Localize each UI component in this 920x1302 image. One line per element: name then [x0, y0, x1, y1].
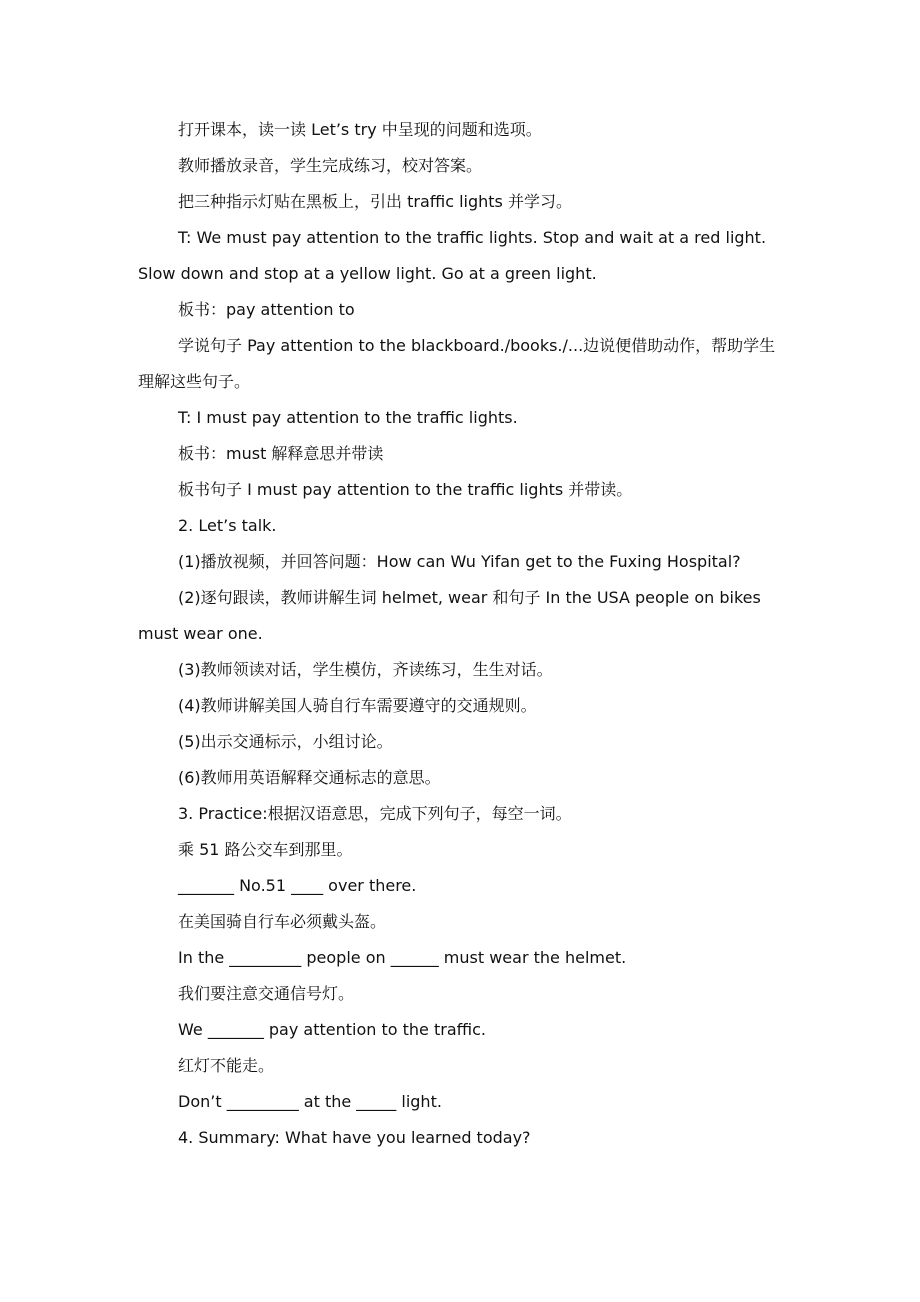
list-item-lead-reading: (3)教师领读对话，学生模仿，齐读练习，生生对话。 [178, 660, 553, 679]
document-body [138, 112, 788, 1156]
practice-prompt-bus: 乘 51 路公交车到那里。 [178, 840, 353, 859]
list-item-follow-reading: (2)逐句跟读，教师讲解生词 helmet, wear 和句子 In the USA people on bikes must wear one. [138, 588, 761, 643]
practice-prompt-helmet: 在美国骑自行车必须戴头盔。 [178, 912, 387, 931]
paragraph-board-pay-attention: 板书：pay attention to [178, 300, 355, 319]
list-item-explain-signs: (6)教师用英语解释交通标志的意思。 [178, 768, 441, 787]
section-heading-lets-talk: 2. Let’s talk. [178, 516, 277, 535]
practice-blank-bus: _______ No.51 ____ over there. [178, 876, 417, 895]
section-heading-practice: 3. Practice:根据汉语意思，完成下列句子，每空一词。 [178, 804, 572, 823]
paragraph-board-must: 板书：must 解释意思并带读 [178, 444, 384, 463]
practice-prompt-traffic-lights: 我们要注意交通信号灯。 [178, 984, 355, 1003]
paragraph-board-sentence: 板书句子 I must pay attention to the traffic lights 并带读。 [178, 480, 633, 499]
paragraph-learn-sentences: 学说句子 Pay attention to the blackboard./books./...边说便借助动作，帮助学生理解这些句子。 [138, 336, 776, 391]
practice-blank-helmet: In the _________ people on ______ must wear the helmet. [178, 948, 627, 967]
practice-prompt-red-light: 红灯不能走。 [178, 1056, 275, 1075]
practice-blank-traffic-lights: We _______ pay attention to the traffic. [178, 1020, 486, 1039]
practice-blank-red-light: Don’t _________ at the _____ light. [178, 1092, 442, 1111]
paragraph-play-recording: 教师播放录音，学生完成练习，校对答案。 [178, 156, 483, 175]
list-item-play-video: (1)播放视频，并回答问题：How can Wu Yifan get to the Fuxing Hospital? [178, 552, 741, 571]
paragraph-teacher-must: T: I must pay attention to the traffic lights. [178, 408, 518, 427]
paragraph-traffic-lights-intro: 把三种指示灯贴在黑板上，引出 traffic lights 并学习。 [178, 192, 572, 211]
section-heading-summary: 4. Summary: What have you learned today? [178, 1128, 531, 1147]
list-item-bike-rules: (4)教师讲解美国人骑自行车需要遵守的交通规则。 [178, 696, 537, 715]
paragraph-open-textbook: 打开课本，读一读 Let’s try 中呈现的问题和选项。 [178, 120, 542, 139]
list-item-traffic-signs: (5)出示交通标示，小组讨论。 [178, 732, 393, 751]
paragraph-teacher-traffic-rules: T: We must pay attention to the traffic lights. Stop and wait at a red light. Slow down and stop at a yellow light. Go at a green light. [138, 228, 767, 283]
